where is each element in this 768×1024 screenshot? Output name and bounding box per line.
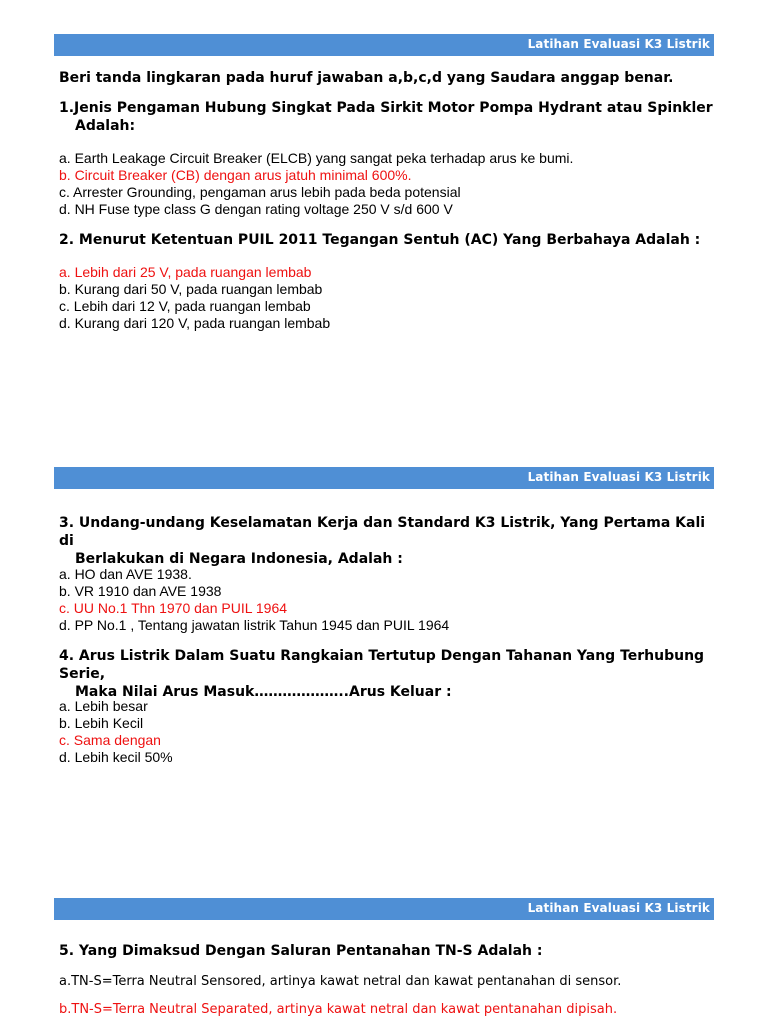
question-4 bbox=[59, 647, 719, 701]
q5-option-a: a.TN-S=Terra Neutral Sensored, artinya kawat netral dan kawat pentanahan di sensor. bbox=[59, 974, 622, 989]
header-band bbox=[54, 467, 714, 489]
question-2 bbox=[59, 231, 719, 249]
q4-option-c: c. Sama dengan bbox=[59, 732, 161, 748]
question-1 bbox=[59, 99, 719, 135]
q1-option-b: b. Circuit Breaker (CB) dengan arus jatuh minimal 600%. bbox=[59, 167, 412, 183]
q3-option-b: b. VR 1910 dan AVE 1938 bbox=[59, 583, 222, 599]
instruction: Beri tanda lingkaran pada huruf jawaban a,b,c,d yang Saudara anggap benar. bbox=[59, 70, 674, 86]
q4-option-d: d. Lebih kecil 50% bbox=[59, 749, 173, 765]
q2-option-d: d. Kurang dari 120 V, pada ruangan lembab bbox=[59, 315, 331, 331]
q3-option-a: a. HO dan AVE 1938. bbox=[59, 566, 192, 582]
q2-option-b: b. Kurang dari 50 V, pada ruangan lembab bbox=[59, 281, 323, 297]
q3-option-c: c. UU No.1 Thn 1970 dan PUIL 1964 bbox=[59, 600, 288, 616]
q1-option-c: c. Arrester Grounding, pengaman arus lebih pada beda potensial bbox=[59, 184, 461, 200]
q3-option-d: d. PP No.1 , Tentang jawatan listrik Tahun 1945 dan PUIL 1964 bbox=[59, 617, 450, 633]
header-band bbox=[54, 34, 714, 56]
question-4-line2: Maka Nilai Arus Masuk………………..Arus Keluar : bbox=[75, 684, 452, 700]
question-5-line1: 5. Yang Dimaksud Dengan Saluran Pentanahan TN-S Adalah : bbox=[59, 943, 543, 959]
q2-option-a: a. Lebih dari 25 V, pada ruangan lembab bbox=[59, 264, 312, 280]
header-title: Latihan Evaluasi K3 Listrik bbox=[527, 37, 710, 51]
q4-option-b: b. Lebih Kecil bbox=[59, 715, 144, 731]
header-title: Latihan Evaluasi K3 Listrik bbox=[527, 901, 710, 915]
q2-option-c: c. Lebih dari 12 V, pada ruangan lembab bbox=[59, 298, 311, 314]
q1-option-a: a. Earth Leakage Circuit Breaker (ELCB) yang sangat peka terhadap arus ke bumi. bbox=[59, 150, 574, 166]
q5-option-b: b.TN-S=Terra Neutral Separated, artinya kawat netral dan kawat pentanahan dipisah. bbox=[59, 1002, 618, 1017]
header-title: Latihan Evaluasi K3 Listrik bbox=[527, 470, 710, 484]
question-3 bbox=[59, 514, 719, 568]
question-3-line2: Berlakukan di Negara Indonesia, Adalah : bbox=[75, 551, 403, 567]
question-5 bbox=[59, 942, 719, 960]
question-1-line1: 1.Jenis Pengaman Hubung Singkat Pada Sirkit Motor Pompa Hydrant atau Spinkler bbox=[59, 100, 713, 116]
q1-option-d: d. NH Fuse type class G dengan rating voltage 250 V s/d 600 V bbox=[59, 201, 453, 217]
question-3-line1: 3. Undang-undang Keselamatan Kerja dan Standard K3 Listrik, Yang Pertama Kali di bbox=[59, 515, 706, 549]
question-1-line2: Adalah: bbox=[75, 118, 136, 134]
question-4-line1: 4. Arus Listrik Dalam Suatu Rangkaian Tertutup Dengan Tahanan Yang Terhubung Serie, bbox=[59, 648, 705, 682]
header-band bbox=[54, 898, 714, 920]
question-2-line1: 2. Menurut Ketentuan PUIL 2011 Tegangan Sentuh (AC) Yang Berbahaya Adalah : bbox=[59, 232, 701, 248]
q4-option-a: a. Lebih besar bbox=[59, 698, 148, 714]
